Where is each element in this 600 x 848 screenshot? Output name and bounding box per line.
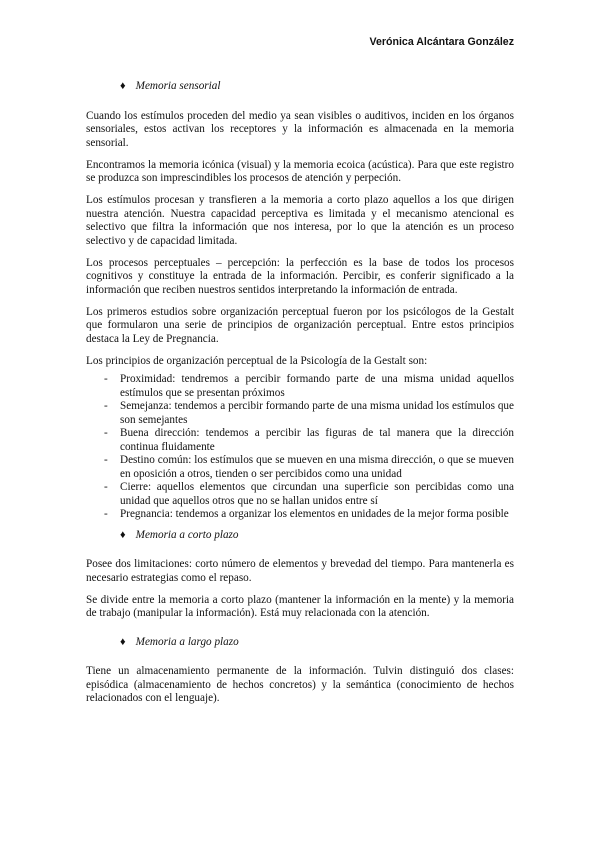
dash-bullet: - xyxy=(104,481,108,493)
list-item xyxy=(86,373,514,400)
paragraph: Posee dos limitaciones: corto número de elementos y brevedad del tiempo. Para mantenerla es necesario estrategias como el repaso. xyxy=(86,558,514,584)
paragraph: Encontramos la memoria icónica (visual) y la memoria ecoica (acústica). Para que este registro se produzca son imprescindibles los procesos de atención y perpeción. xyxy=(86,158,514,184)
list-item xyxy=(86,508,514,522)
gestalt-principles-list xyxy=(86,373,514,522)
list-item-text: Semejanza: tendemos a percibir formando parte de una misma unidad los estímulos que son semejantes xyxy=(120,400,514,426)
list-item xyxy=(86,400,514,427)
dash-bullet: - xyxy=(104,427,108,439)
list-item-text: Proximidad: tendremos a percibir formando parte de una misma unidad aquellos estímulos que se presentan próximos xyxy=(120,373,514,399)
list-item xyxy=(86,454,514,481)
list-item xyxy=(86,427,514,454)
list-item xyxy=(86,481,514,508)
document-body xyxy=(86,80,514,706)
dash-bullet: - xyxy=(104,454,108,466)
section-heading-largo-plazo xyxy=(120,636,514,650)
section-heading-text: Memoria a corto plazo xyxy=(135,528,239,541)
paragraph: Tiene un almacenamiento permanente de la información. Tulvin distinguió dos clases: episódica (almacenamiento de hechos concretos) y la semántica (conocimiento de hechos relacionados con el lenguaje). xyxy=(86,665,514,704)
paragraph: Los principios de organización perceptual de la Psicología de la Gestalt son: xyxy=(86,354,428,367)
diamond-bullet-icon: ♦ xyxy=(120,635,126,648)
section-heading-text: Memoria sensorial xyxy=(135,80,221,92)
paragraph: Los procesos perceptuales – percepción: la perfección es la base de todos los procesos cognitivos y constituye la entrada de la información. Percibir, es conferir significado a la información que reciben nuestros sentidos interpretando la información de entrada. xyxy=(86,256,514,296)
list-item-text: Cierre: aquellos elementos que circundan una superficie son percibidas como una unidad que aquellos otros que no se hallan unidos entre sí xyxy=(120,481,514,507)
diamond-bullet-icon: ♦ xyxy=(120,528,126,541)
section-heading-text: Memoria a largo plazo xyxy=(135,635,239,648)
list-item-text: Buena dirección: tendemos a percibir las figuras de tal manera que la dirección continua fluidamente xyxy=(120,427,514,453)
paragraph: Se divide entre la memoria a corto plazo (mantener la información en la mente) y la memoria de trabajo (manipular la información). Está muy relacionada con la atención. xyxy=(86,593,514,619)
paragraph: Los estímulos procesan y transfieren a la memoria a corto plazo aquellos a los que dirigen nuestra atención. Nuestra capacidad perceptiva es limitada y el mecanismo atencional es selectivo que filtra la información que nos interesa, por lo que la atención es un proceso selectivo y de capacidad limitada. xyxy=(86,194,514,247)
section-heading-sensorial xyxy=(120,80,514,94)
list-item-text: Destino común: los estímulos que se mueven en una misma dirección, o que se mueven en oposición a otros, tienden o ser percibidos como una unidad xyxy=(120,454,514,480)
dash-bullet: - xyxy=(104,400,108,412)
list-item-text: Pregnancia: tendemos a organizar los elementos en unidades de la mejor forma posible xyxy=(120,508,509,520)
author-header: Verónica Alcántara González xyxy=(369,36,514,48)
paragraph: Cuando los estímulos proceden del medio ya sean visibles o auditivos, inciden en los órganos sensoriales, estos activan los receptores y la información es almacenada en la memoria sensorial. xyxy=(86,109,514,149)
section-heading-corto-plazo xyxy=(120,529,514,543)
dash-bullet: - xyxy=(104,508,108,520)
paragraph: Los primeros estudios sobre organización perceptual fueron por los psicólogos de la Gestalt que formularon una serie de principios de organización perceptual. Entre estos principios destaca la Ley de Pregnancia. xyxy=(86,305,514,345)
dash-bullet: - xyxy=(104,373,108,385)
diamond-bullet-icon: ♦ xyxy=(120,80,126,92)
